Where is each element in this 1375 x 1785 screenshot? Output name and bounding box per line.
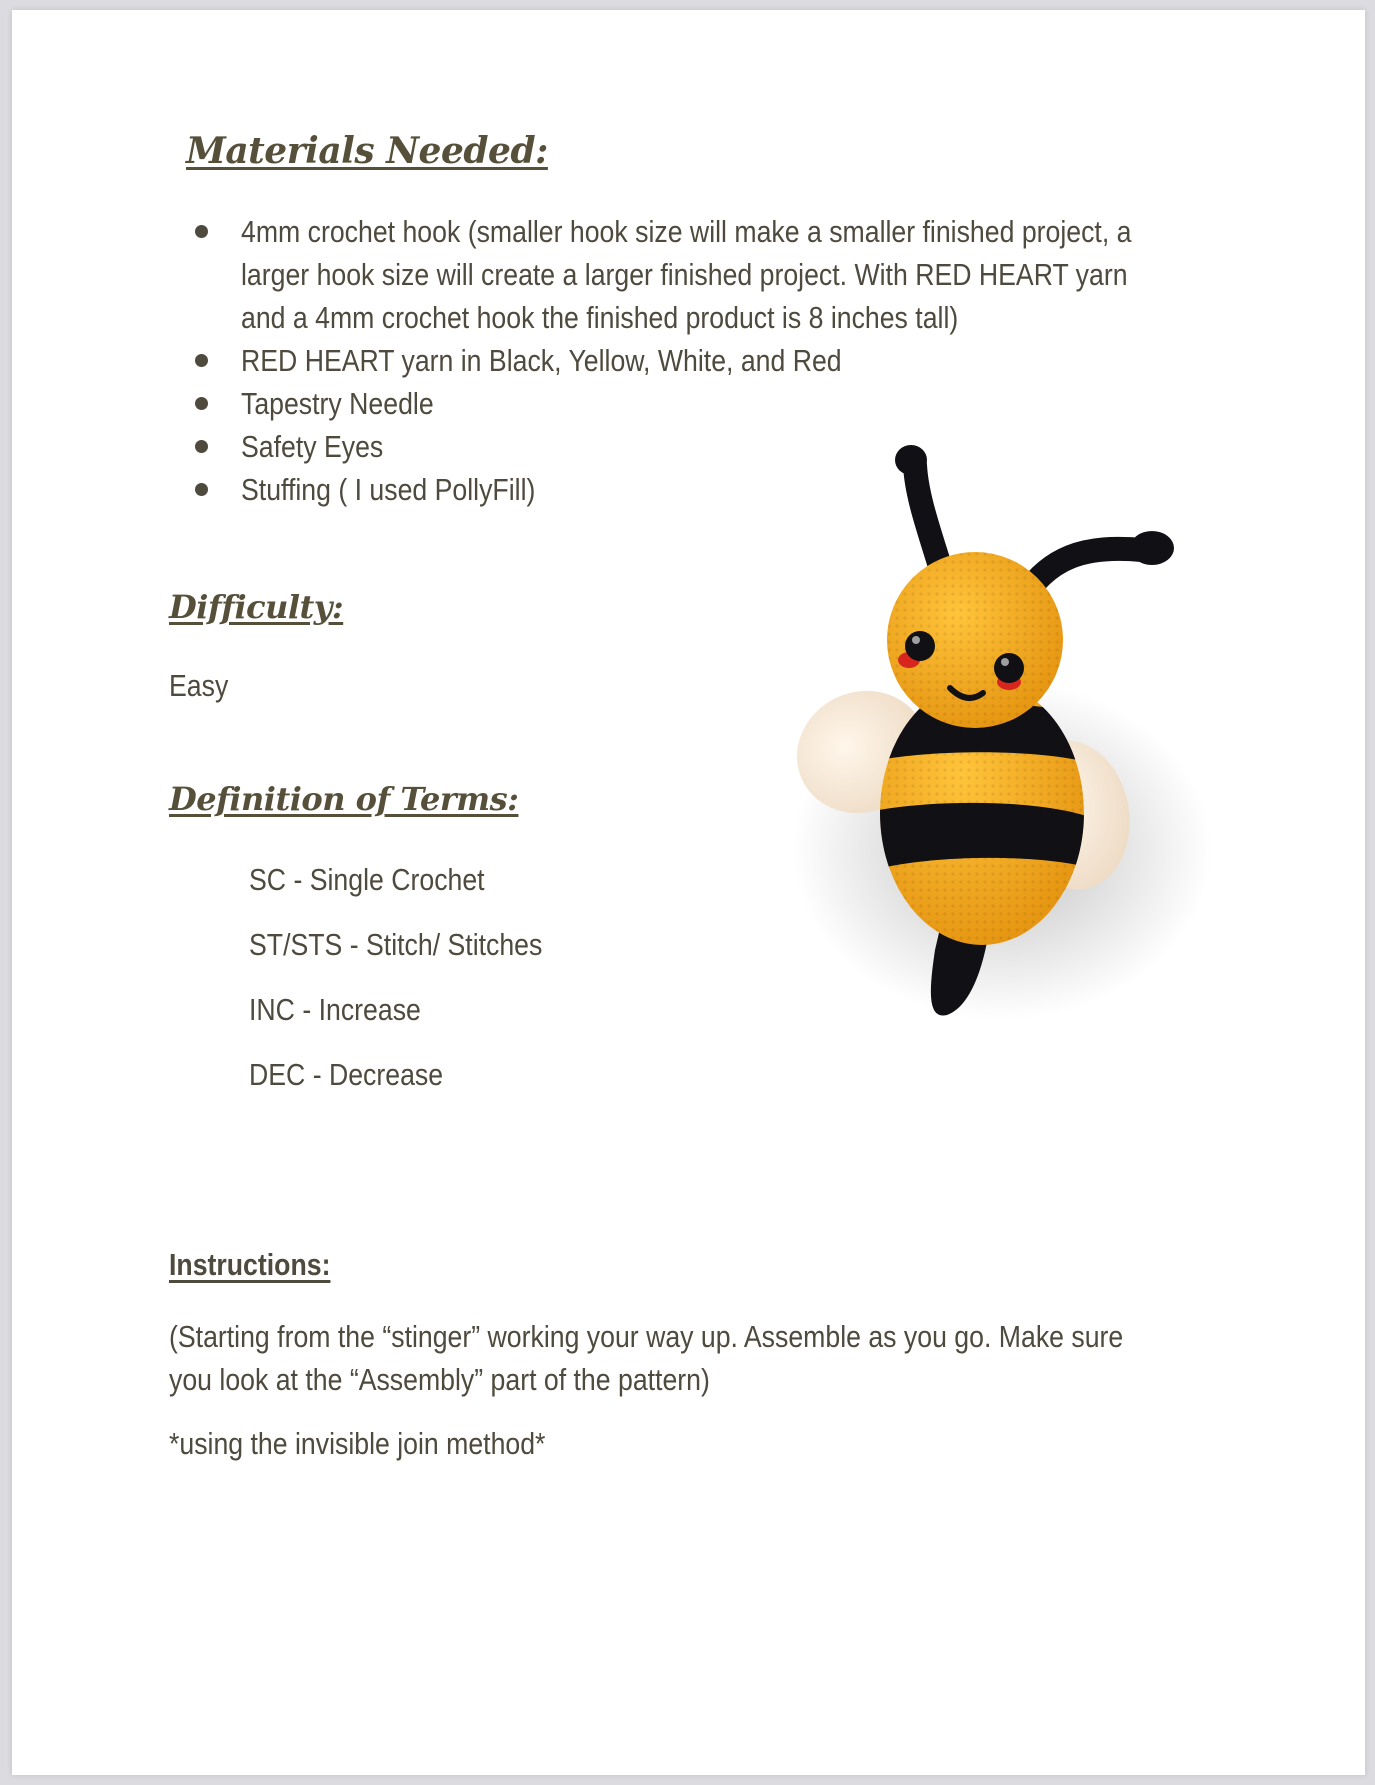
instructions-text: (Starting from the “stinger” working your way up. Assemble as you go. Make sure you look at the “Assembly” part of the pattern)	[169, 1319, 1124, 1397]
right-eye-highlight	[1001, 658, 1009, 666]
right-eye	[994, 653, 1024, 683]
term-text: INC - Increase	[249, 992, 421, 1027]
material-text: 4mm crochet hook (smaller hook size will make a smaller finished project, a larger hook size will create a larger finished project. With RED HEART yarn and a 4mm crochet hook the finished product is 8 inches tall)	[241, 214, 1132, 335]
material-text: Stuffing ( I used PollyFill)	[241, 472, 536, 507]
term-text: ST/STS - Stitch/ Stitches	[249, 927, 543, 962]
materials-heading: Materials Needed:	[186, 130, 548, 172]
material-text: Safety Eyes	[241, 429, 384, 464]
material-text: RED HEART yarn in Black, Yellow, White, and Red	[241, 343, 842, 378]
material-text: Tapestry Needle	[241, 386, 434, 421]
left-eye-highlight	[912, 636, 920, 644]
instructions-note: *using the invisible join method*	[169, 1426, 546, 1461]
right-antenna-tip	[1130, 531, 1174, 565]
bullet-icon	[195, 397, 208, 410]
term-text: DEC - Decrease	[249, 1057, 444, 1092]
crochet-bee-image	[757, 430, 1287, 1110]
term-text: SC - Single Crochet	[249, 862, 485, 897]
list-item	[183, 339, 1313, 382]
bullet-icon	[195, 440, 208, 453]
left-eye	[905, 631, 935, 661]
instructions-heading: Instructions:	[169, 1247, 331, 1282]
bullet-icon	[195, 483, 208, 496]
bullet-icon	[195, 354, 208, 367]
document-page	[12, 10, 1365, 1775]
list-item	[183, 382, 1313, 425]
difficulty-heading: Difficulty:	[169, 588, 344, 626]
terms-heading: Definition of Terms:	[169, 780, 519, 818]
bullet-icon	[195, 225, 208, 238]
list-item	[183, 210, 1313, 339]
difficulty-value: Easy	[169, 668, 229, 703]
left-antenna-tip	[895, 445, 927, 475]
